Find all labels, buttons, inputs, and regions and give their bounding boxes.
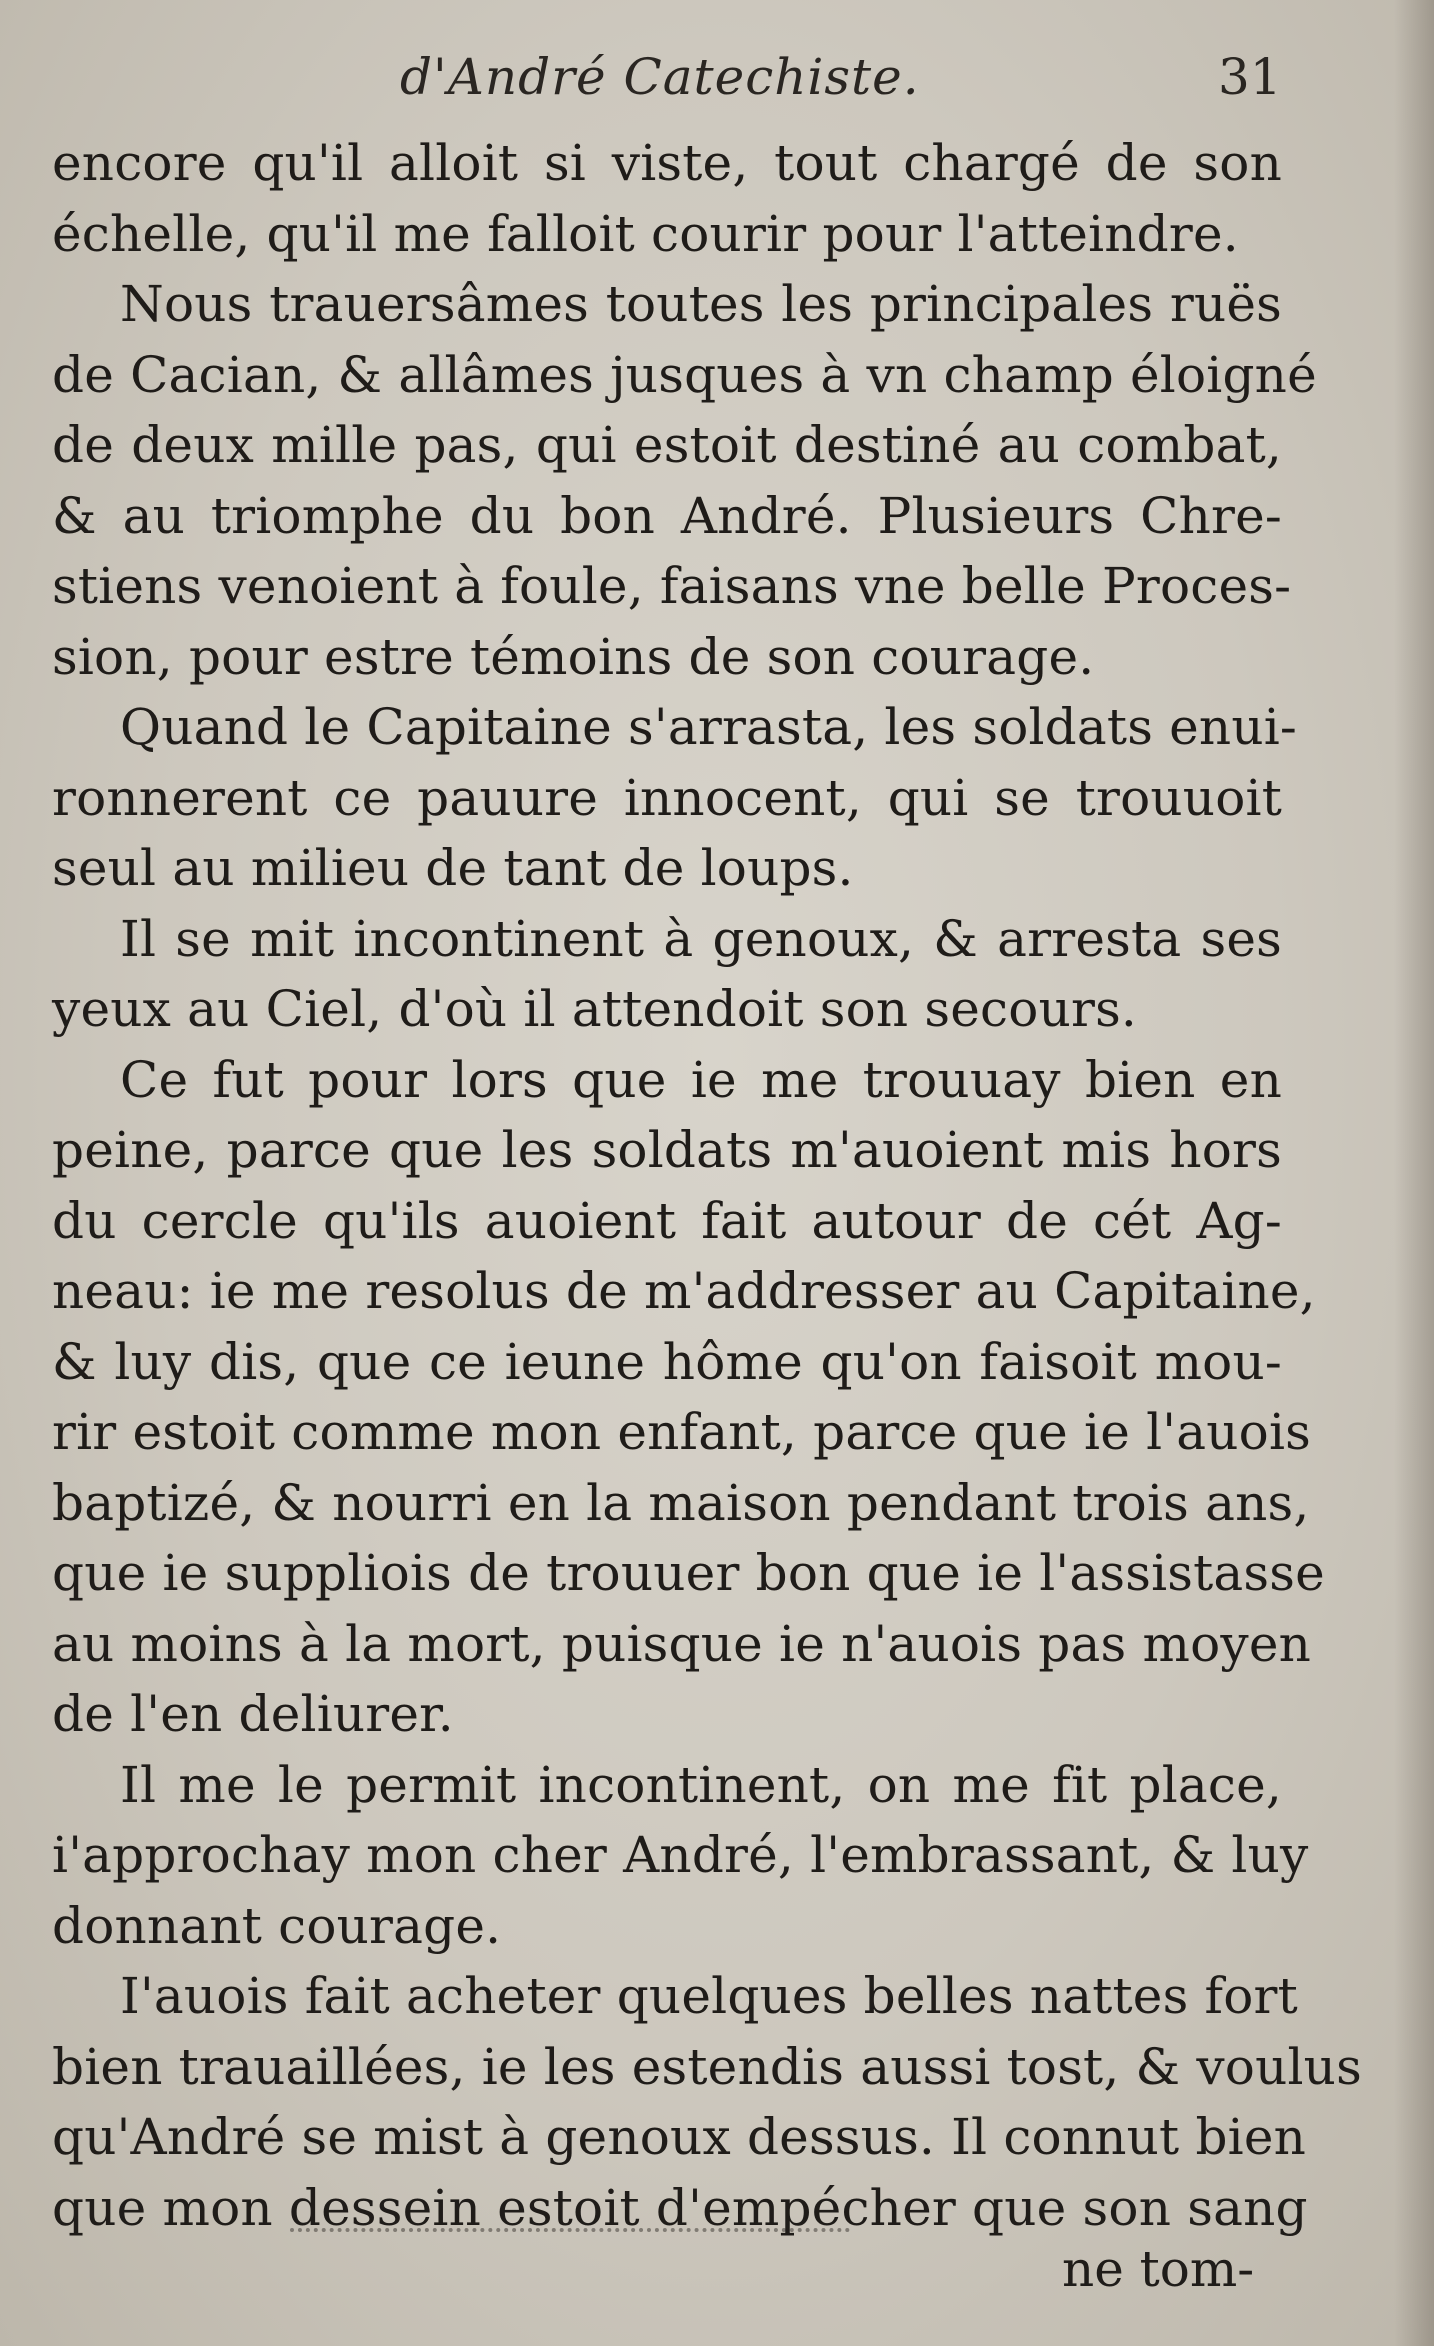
text-line: sion, pour estre témoins de son courage. xyxy=(52,627,1095,686)
text-line: Nous trauersâmes toutes les principales ruës xyxy=(120,275,1282,333)
running-head xyxy=(0,48,1434,118)
text-line: neau: ie me resolus de m'addresser au Capitaine, xyxy=(52,1262,1316,1320)
text-line: baptizé, & nourri en la maison pendant trois ans, xyxy=(52,1473,1310,1532)
text-line: Ce fut pour lors que ie me trouuay bien en xyxy=(120,1050,1282,1109)
page-edge-shadow xyxy=(1394,0,1434,2346)
bleed-through-rule xyxy=(290,2228,850,2232)
text-line: que ie suppliois de trouuer bon que ie l'assistasse xyxy=(52,1544,1325,1602)
text-line: yeux au Ciel, d'où il attendoit son secours. xyxy=(52,980,1138,1038)
text-line: encore qu'il alloit si viste, tout chargé de son xyxy=(52,134,1282,192)
catchword: ne tom- xyxy=(1062,2240,1255,2298)
text-line: & luy dis, que ce ieune hôme qu'on faisoit mou- xyxy=(52,1332,1282,1391)
text-line: stiens venoient à foule, faisans vne belle Proces- xyxy=(52,557,1292,615)
text-line: i'approchay mon cher André, l'embrassant, & luy xyxy=(52,1826,1309,1884)
text-line: rir estoit comme mon enfant, parce que ie l'auois xyxy=(52,1403,1311,1461)
text-line: échelle, qu'il me falloit courir pour l'atteindre. xyxy=(52,204,1239,263)
text-line: bien trauaillées, ie les estendis aussi tost, & voulus xyxy=(52,2037,1362,2096)
text-line: I'auois fait acheter quelques belles nattes fort xyxy=(120,1967,1298,2025)
page-number: 31 xyxy=(1218,48,1282,106)
text-line: Il se mit incontinent à genoux, & arresta ses xyxy=(120,909,1282,968)
text-line: peine, parce que les soldats m'auoient mis hors xyxy=(52,1121,1282,1179)
text-line: donnant courage. xyxy=(52,1896,502,1955)
text-line: qu'André se mist à genoux dessus. Il connut bien xyxy=(52,2108,1307,2166)
text-line: Quand le Capitaine s'arrasta, les soldats enui- xyxy=(120,698,1298,756)
text-line: au moins à la mort, puisque ie n'auois pas moyen xyxy=(52,1614,1312,1673)
text-line: ronnerent ce pauure innocent, qui se trouuoit xyxy=(52,768,1282,827)
text-line: de l'en deliurer. xyxy=(52,1685,454,1743)
text-line: seul au milieu de tant de loups. xyxy=(52,839,854,897)
running-title: d'André Catechiste. xyxy=(400,48,920,106)
text-line: de deux mille pas, qui estoit destiné au combat, xyxy=(52,416,1282,474)
text-line: & au triomphe du bon André. Plusieurs Chre- xyxy=(52,486,1282,545)
text-line: Il me le permit incontinent, on me fit place, xyxy=(120,1755,1282,1814)
body-text xyxy=(52,128,1362,2243)
text-line: de Cacian, & allâmes jusques à vn champ éloigné xyxy=(52,345,1317,404)
text-line: du cercle qu'ils auoient fait autour de cét Ag- xyxy=(52,1191,1282,1250)
text-line: que mon dessein estoit d'empécher que son sang xyxy=(52,2178,1308,2237)
